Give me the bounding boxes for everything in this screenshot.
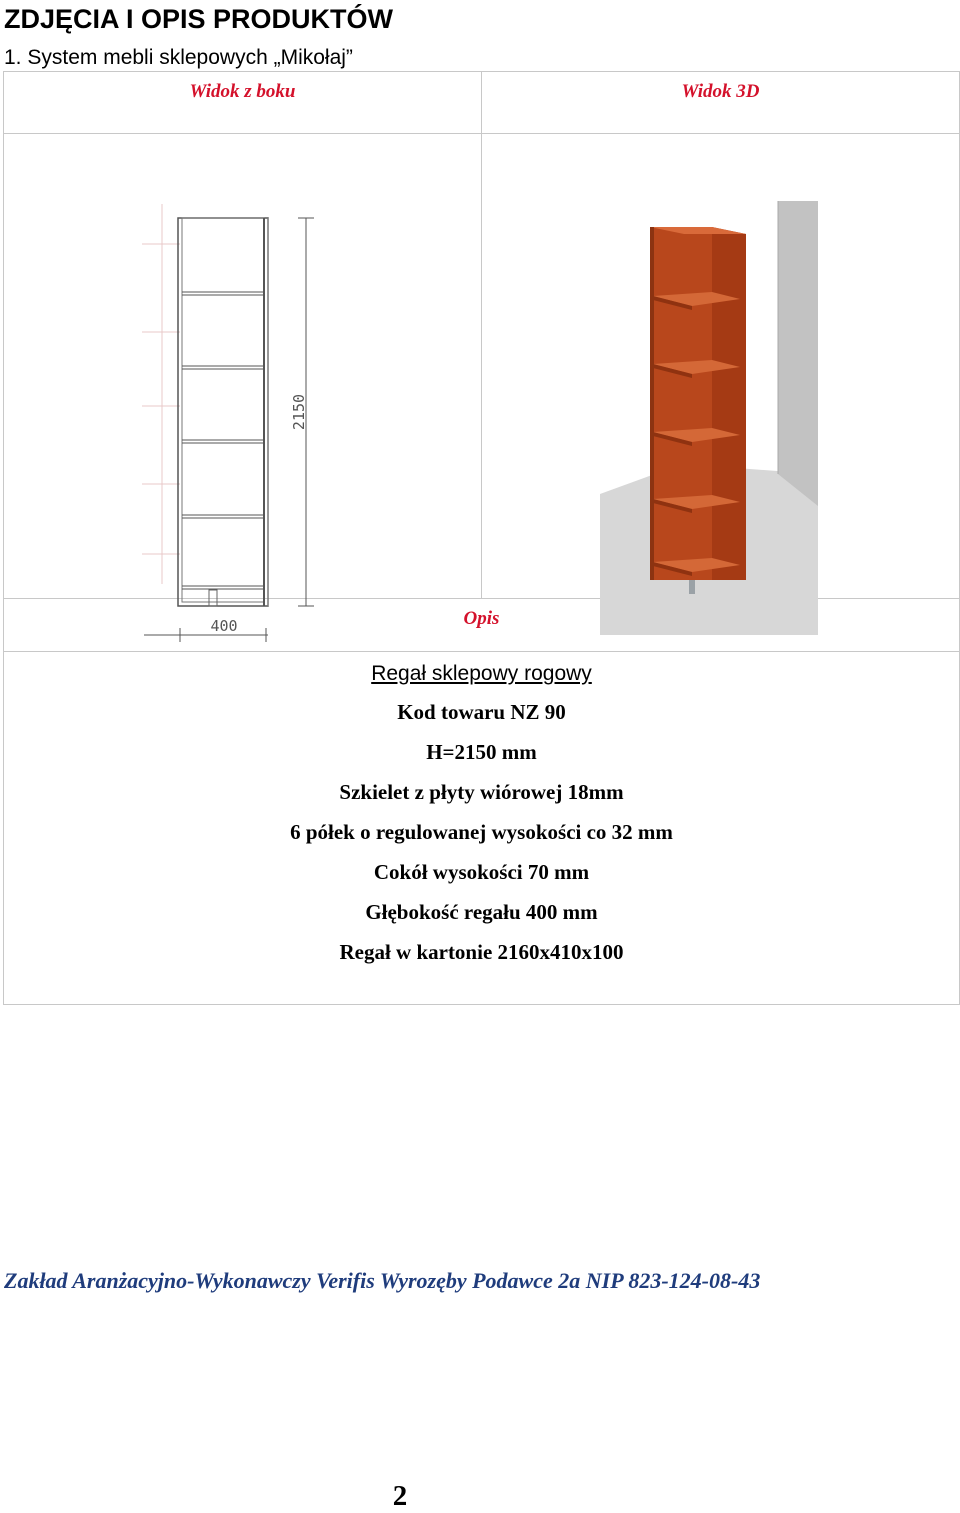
side-view-drawing: [4, 134, 480, 635]
spec-line: H=2150 mm: [426, 740, 537, 764]
description-header: Opis: [4, 599, 960, 652]
spec-list: [4, 692, 959, 972]
page-number: 2: [392, 1480, 408, 1512]
3d-render: [482, 134, 958, 599]
spec-line: Regał w kartonie 2160x410x100: [339, 940, 624, 964]
3d-view-cell: [482, 134, 960, 599]
page-heading: ZDJĘCIA I OPIS PRODUKTÓW: [4, 4, 394, 34]
section-subheading: 1. System mebli sklepowych „Mikołaj”: [4, 46, 353, 69]
depth-dimension-label: 400: [210, 617, 238, 635]
product-table: [3, 71, 960, 1005]
spec-line: Cokół wysokości 70 mm: [373, 860, 590, 884]
spec-line: Kod towaru NZ 90: [397, 700, 566, 724]
spec-line: 6 półek o regulowanej wysokości co 32 mm: [290, 820, 673, 844]
side-view-header: Widok z boku: [4, 72, 482, 134]
3d-view-header: Widok 3D: [482, 72, 960, 134]
company-footer: Zakład Aranżacyjno-Wykonawczy Verifis Wyrozęby Podawce 2a NIP 823-124-08-43: [4, 1268, 761, 1293]
spec-line: Głębokość regału 400 mm: [365, 900, 598, 924]
spec-line: Szkielet z płyty wiórowej 18mm: [339, 780, 624, 804]
height-dimension-label: 2150: [290, 393, 308, 431]
description-cell: [4, 652, 960, 1005]
product-title: Regał sklepowy rogowy: [371, 662, 592, 685]
